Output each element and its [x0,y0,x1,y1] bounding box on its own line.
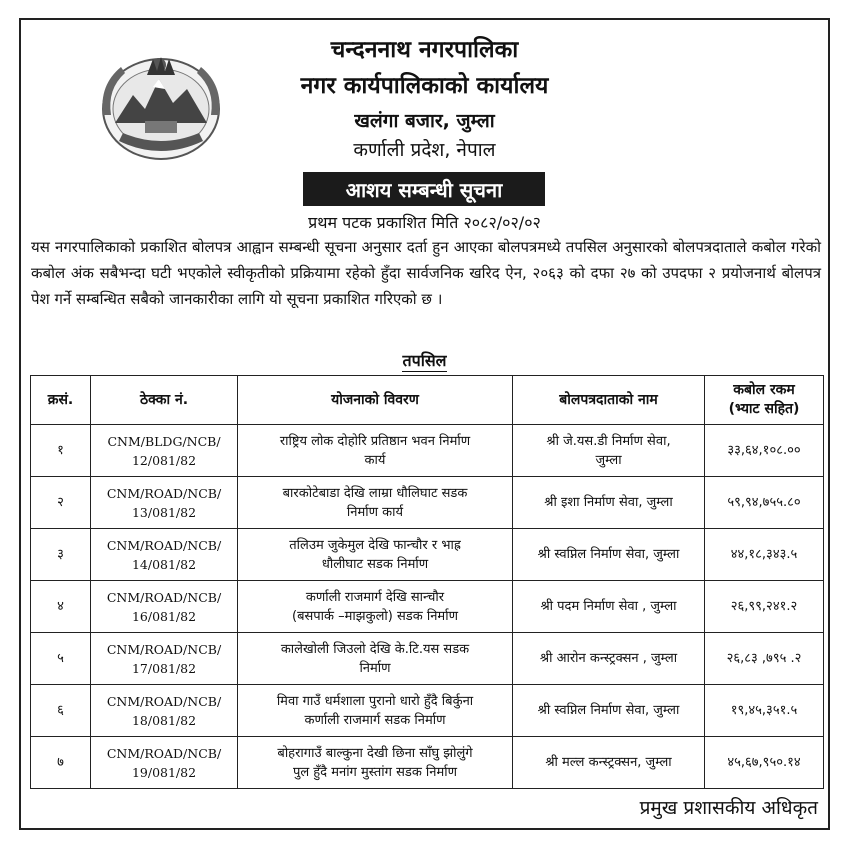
description-line: निर्माण कार्य [346,504,404,520]
row-description [238,685,513,737]
table-row [31,529,824,581]
row-contract-no [91,529,238,581]
row-bidder: श्री इशा निर्माण सेवा, जुम्ला [513,477,705,529]
row-contract-no [91,633,238,685]
header-description: योजनाको विवरण [238,376,513,425]
contract-line: 16/081/82 [131,608,197,624]
table-caption [21,349,828,371]
description-line: तलिउम जुकेमुल देखि फान्चौर र भाह्र [289,537,461,553]
table-row [31,477,824,529]
header-contract-no: ठेक्का नं. [91,376,238,425]
table-row [31,425,824,477]
contract-line: CNM/ROAD/NCB/ [106,537,222,553]
contract-line: 13/081/82 [131,504,197,520]
table-row [31,633,824,685]
row-amount: ३३,६४,१०८.०० [705,425,824,477]
row-bidder [513,425,705,477]
row-bidder: श्री मल्ल कन्स्ट्रक्सन, जुम्ला [513,737,705,789]
contract-line: CNM/ROAD/NCB/ [106,485,222,501]
row-contract-no [91,737,238,789]
row-amount: २६,९९,२४१.२ [705,581,824,633]
contract-line: CNM/BLDG/NCB/ [107,433,221,449]
row-bidder: श्री आरोन कन्स्ट्रक्सन , जुम्ला [513,633,705,685]
row-description [238,529,513,581]
description-line: बोहरागाउँ बाल्कुना देखी छिना साँघु झोलुंगे [277,745,473,761]
row-sn: १ [31,425,91,477]
row-sn: ५ [31,633,91,685]
row-amount: ५९,९४,७५५.८० [705,477,824,529]
row-description [238,425,513,477]
office-address: खलंगा बजार, जुम्ला [354,110,495,132]
contract-line: 17/081/82 [131,660,197,676]
header-bidder: बोलपत्रदाताको नाम [513,376,705,425]
description-line: बारकोटेबाडा देखि लाम्रा धौलिघाट सडक [282,485,468,501]
row-contract-no [91,581,238,633]
row-contract-no [91,425,238,477]
contract-line: CNM/ROAD/NCB/ [106,693,222,709]
table-row [31,581,824,633]
row-bidder: श्री स्वप्निल निर्माण सेवा, जुम्ला [513,529,705,581]
bidder-line: श्री जे.यस.डी निर्माण सेवा, [546,433,671,449]
contract-line: 19/081/82 [131,764,197,780]
contract-line: 14/081/82 [131,556,197,572]
description-line: मिवा गाउँ धर्मशाला पुरानो धारो हुँदै बिर्कुना [276,693,474,709]
notice-body: यस नगरपालिकाको प्रकाशित बोलपत्र आह्वान सम्बन्धी सूचना अनुसार दर्ता हुन आएका बोलपत्रमध्ये तपसिल अनुसारको बोलपत्रदाताले कबोल गरेको कबोल अंक सबैभन्दा घटी भएकोले स्वीकृतीको प्रक्रियामा रहेको हुँदा सार्वजनिक खरिद ऐन, २०६३ को दफा २७ को उपदफा २ प्रयोजनार्थ बोलपत्र पेश गर्ने सम्बन्धित सबैको जानकारीका लागि यो सूचना प्रकाशित गरिएको छ । [31,238,821,308]
notice-page [19,18,830,830]
row-amount: १९,४५,३५१.५ [705,685,824,737]
contract-line: CNM/ROAD/NCB/ [106,589,222,605]
notice-title: आशय सम्बन्धी सूचना [303,172,545,206]
row-description [238,477,513,529]
header-amount-line2: (भ्याट सहित) [728,401,800,417]
description-line: कर्णाली राजमार्ग सडक निर्माण [304,712,446,728]
table-row [31,737,824,789]
table-header-row [31,376,824,425]
row-sn: ६ [31,685,91,737]
office-name: नगर कार्यपालिकाको कार्यालय [300,73,549,99]
row-amount: ४५,६७,९५०.१४ [705,737,824,789]
description-line: कालेखोली जिउलो देखि के.टि.यस सडक [280,641,470,657]
description-line: (बसपार्क –माझकुलो) सडक निर्माण [292,608,458,624]
row-contract-no [91,685,238,737]
province-line: कर्णाली प्रदेश, नेपाल [353,139,496,161]
row-bidder: श्री पदम निर्माण सेवा , जुम्ला [513,581,705,633]
row-sn: ४ [31,581,91,633]
row-amount: ४४,१८,३४३.५ [705,529,824,581]
row-sn: ३ [31,529,91,581]
contract-line: 18/081/82 [131,712,197,728]
row-contract-no [91,477,238,529]
published-date: प्रथम पटक प्रकाशित मिति २०८२/०२/०२ [308,213,541,232]
row-sn: २ [31,477,91,529]
description-line: कर्णाली राजमार्ग देखि सान्चौर [305,589,445,605]
description-line: निर्माण [359,660,391,676]
header-amount-line1: कबोल रकम [733,382,795,398]
header-sn: क्रसं. [31,376,91,425]
header-amount [705,376,824,425]
municipality-name: चन्दननाथ नगरपालिका [330,37,519,63]
row-amount: २६,८३ ,७९५ .२ [705,633,824,685]
row-description [238,633,513,685]
description-line: कार्य [364,452,386,468]
signatory-title: प्रमुख प्रशासकीय अधिकृत [639,797,818,819]
contract-line: CNM/ROAD/NCB/ [106,745,222,761]
table-caption-text: तपसिल [402,351,447,370]
row-bidder: श्री स्वप्निल निर्माण सेवा, जुम्ला [513,685,705,737]
bidder-line: जुम्ला [595,452,622,468]
bid-table [30,375,824,789]
description-line: पुल हुँदै मनांग मुस्तांग सडक निर्माण [292,764,458,780]
description-line: धौलीघाट सडक निर्माण [321,556,429,572]
table-row [31,685,824,737]
row-description [238,581,513,633]
row-description [238,737,513,789]
row-sn: ७ [31,737,91,789]
contract-line: CNM/ROAD/NCB/ [106,641,222,657]
description-line: राष्ट्रिय लोक दोहोरि प्रतिष्ठान भवन निर्माण [279,433,471,449]
contract-line: 12/081/82 [131,452,197,468]
